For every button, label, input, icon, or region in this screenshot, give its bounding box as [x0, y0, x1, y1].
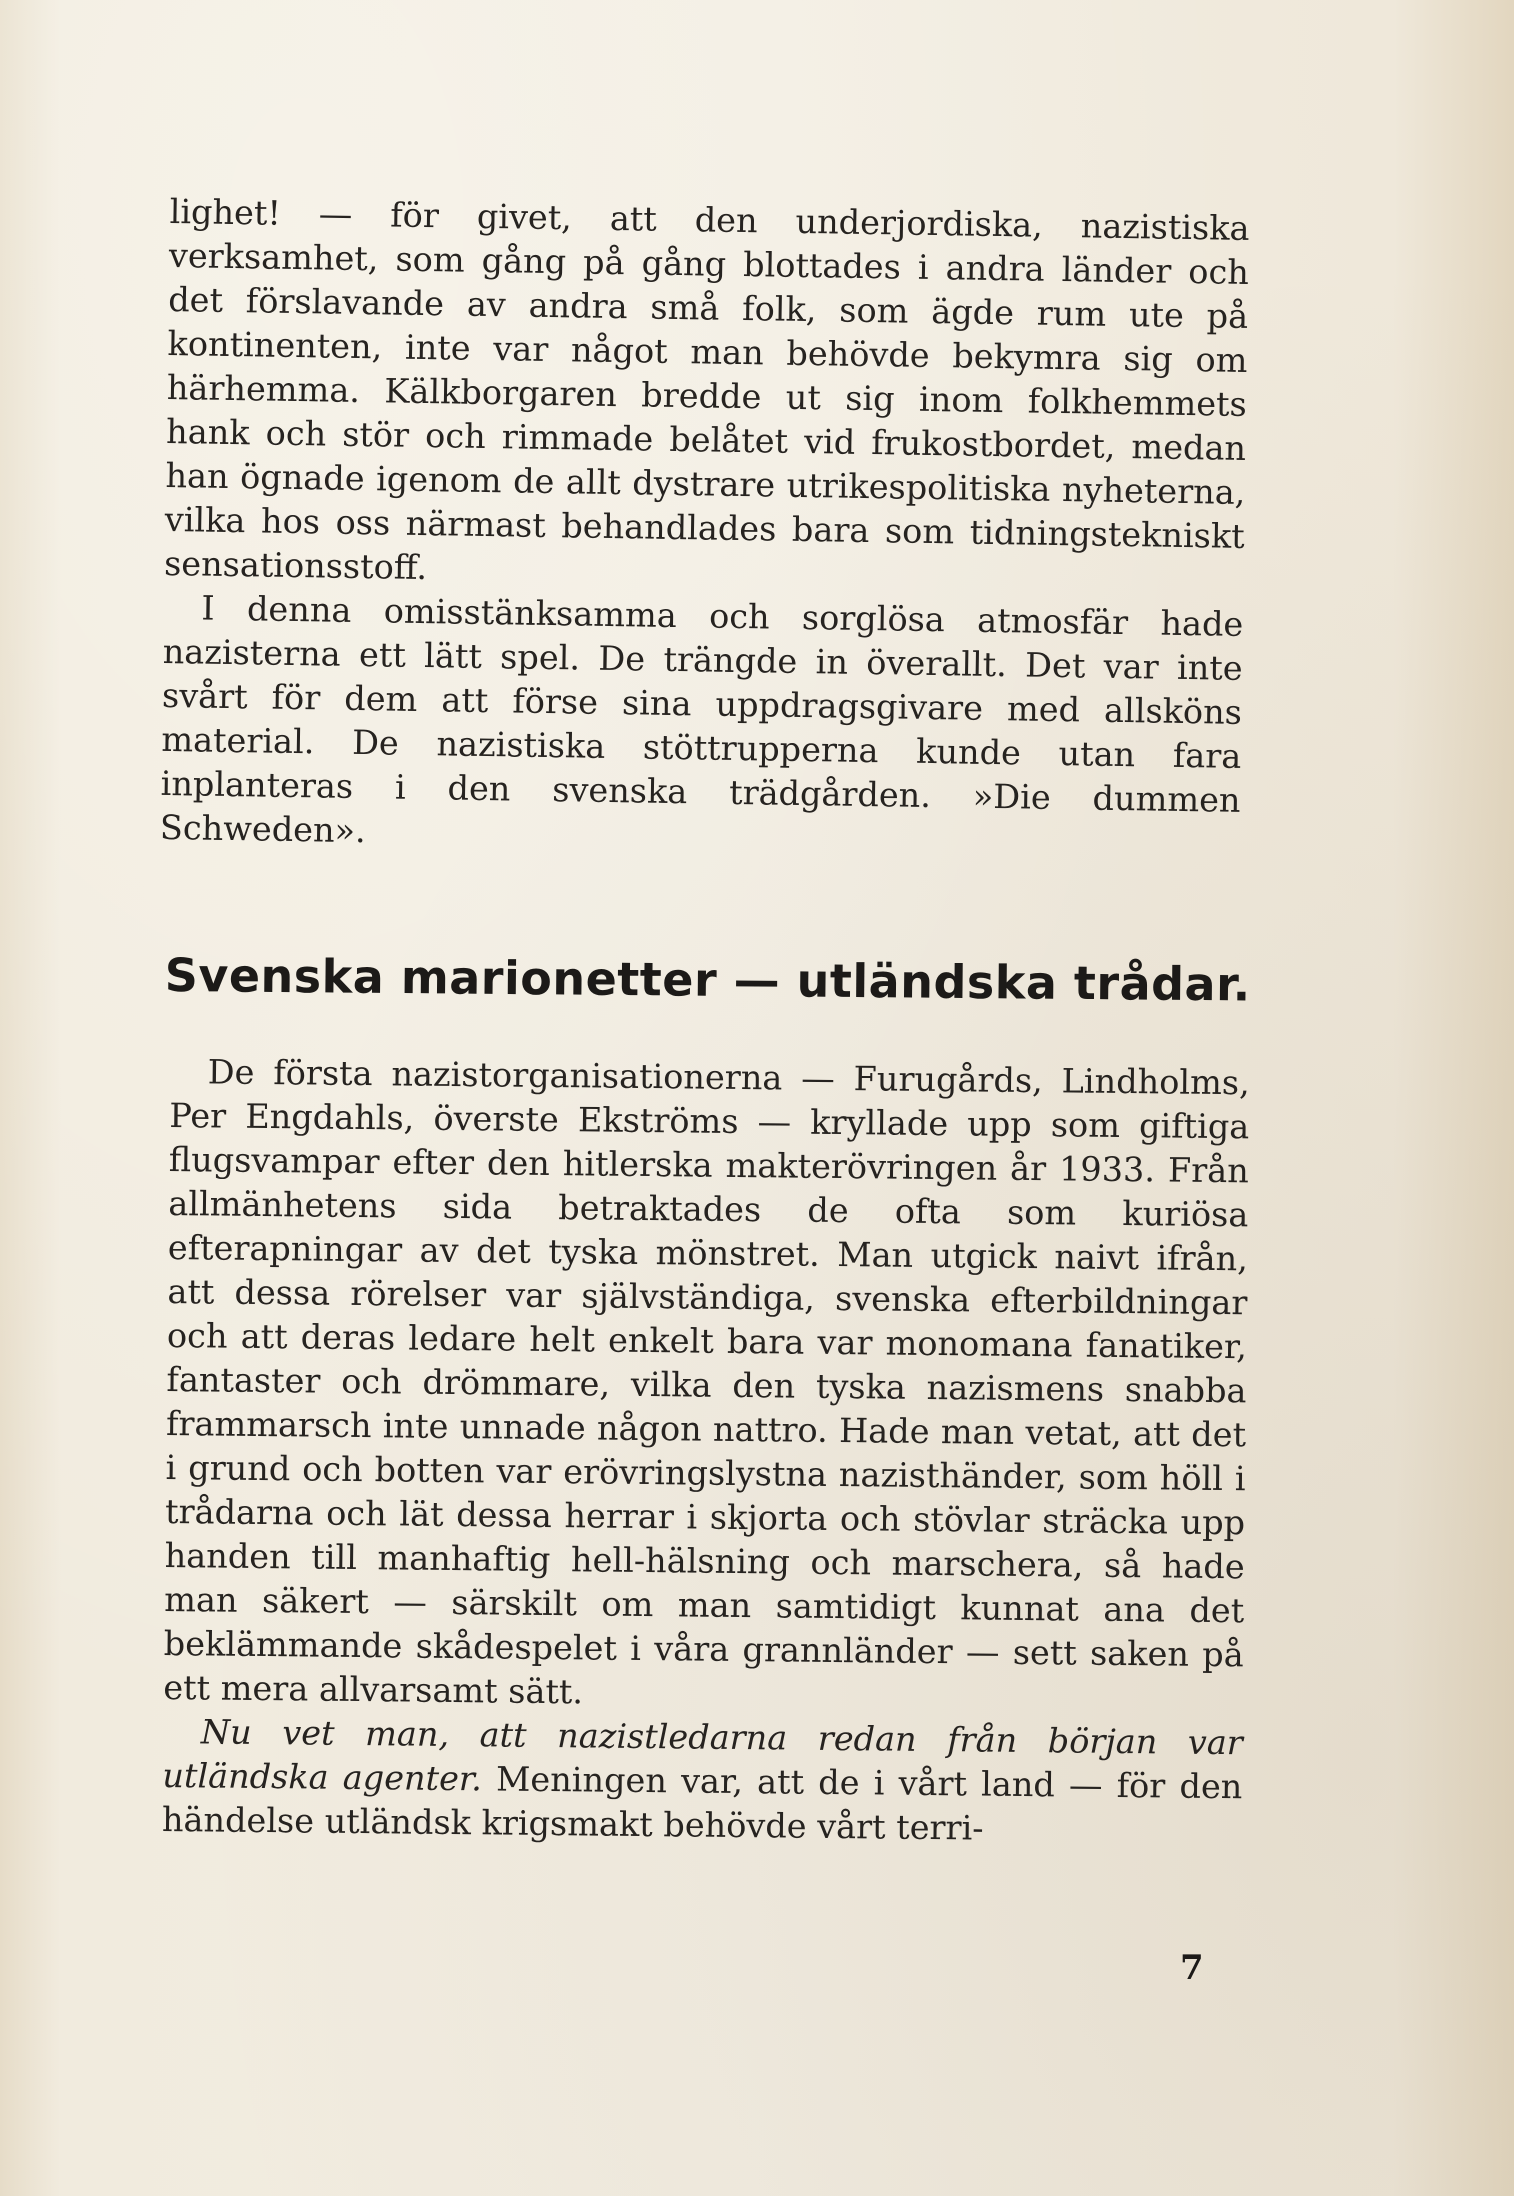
section-heading: Svenska marionetter — utländska trådar.: [164, 948, 1251, 1012]
paragraph: [162, 1710, 1243, 1853]
text-section-1: [160, 190, 1250, 867]
paragraph-continuation: Meningen var, att de i vårt land — för den händelse utländsk krigsmakt behövde vårt terri-: [161, 1759, 1243, 1848]
paragraph: lighet! — för givet, att den underjordiska, nazistiska verksamhet, som gång på gång blottades i andra länder och det förslavande av andra små folk, som ägde rum ute på kontinenten, inte var något man behövde bekymra sig om härhemma. Kälkborgaren bredde ut sig inom folkhemmets hank och stör och rimmade belåtet vid frukostbordet, medan han ögnade igenom de allt dystrare utrikespolitiska nyheterna, vilka hos oss närmast behandlades bara som tidningstekniskt sensationsstoff.: [163, 191, 1250, 588]
paragraph: I denna omisstänksamma och sorglösa atmosfär hade nazisterna ett lätt spel. De trängde in överallt. Det var inte svårt för dem att förse sina uppdragsgivare med allsköns material. De nazistiska stöttrupperna kunde utan fara inplanteras i den svenska trädgården. »Die dummen Schweden».: [159, 588, 1244, 851]
page-number: 7: [1180, 1948, 1204, 1988]
italic-sentence: Nu vet man, att nazistledarna redan från början var utländska agenter.: [162, 1712, 1244, 1799]
paragraph: De första nazistorganisationerna — Furugårds, Lindholms, Per Engdahls, överste Ekströms — kryllade upp som giftiga flugsvampar efter den hitlerska makterövringen år 1933. Från allmänhetens sida betraktades de ofta som kuriösa efterapningar av det tyska mönstret. Man utgick naivt ifrån, att dessa rörelser var självständiga, svenska efterbildningar och att deras ledare helt enkelt bara var monomana fanatiker, fantaster och drömmare, vilka den tyska nazismens snabba frammarsch inte unnade någon nattro. Hade man vetat, att det i grund och botten var erövringslystna nazisthänder, som höll i trådarna och lät dessa herrar i skjorta och stövlar sträcka upp handen till manhaftig hell-hälsning och marschera, så hade man säkert — särskilt om man samtidigt kunnat ana det beklämmande skådespelet i våra grannländer — sett saken på ett mera allvarsamt sätt.: [163, 1052, 1250, 1712]
text-section-2: [162, 1050, 1250, 1853]
